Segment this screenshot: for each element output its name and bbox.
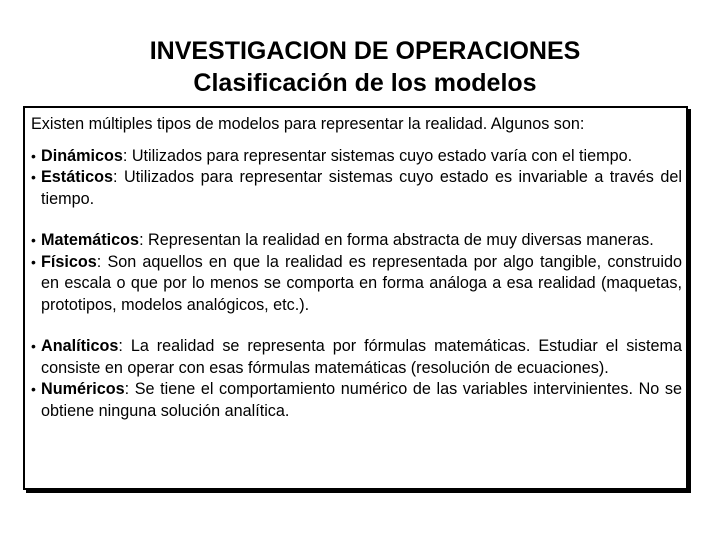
desc-matematicos: : Representan la realidad en forma abstracta de muy diversas maneras. [139,231,654,249]
model-group-math-physical [31,230,682,316]
desc-dinamicos: : Utilizados para representar sistemas cuyo estado varía con el tiempo. [122,146,633,165]
term-analiticos: Analíticos [41,337,119,355]
list-item-estaticos [31,167,682,210]
model-group-analytic-numeric [31,336,682,422]
model-group-dynamic-static [31,146,682,211]
term-dinamicos: Dinámicos [41,146,123,165]
bullet-icon: • [31,169,36,185]
slide-subtitle: Clasificación de los modelos [193,69,537,97]
list-item-fisicos [31,252,682,317]
intro-text: Existen múltiples tipos de modelos para representar la realidad. Algunos son: [31,115,585,133]
content-body [31,114,682,422]
list-item-numericos [31,379,682,422]
term-matematicos: Matemáticos [41,231,140,249]
bullet-icon: • [31,338,36,354]
desc-analiticos: : La realidad se representa por fórmulas matemáticas. Estudiar el sistema consiste en operar con esas fórmulas matemáticas (resolución de ecuaciones). [41,337,682,377]
bullet-icon: • [31,147,36,164]
desc-numericos: : Se tiene el comportamiento numérico de las variables intervinientes. No se obtiene ninguna solución analítica. [41,380,682,420]
term-estaticos: Estáticos [41,168,113,186]
list-item-analiticos [31,336,682,379]
slide-title: INVESTIGACION DE OPERACIONES [149,37,581,65]
term-numericos: Numéricos [41,380,125,398]
desc-fisicos: : Son aquellos en que la realidad es representada por algo tangible, construido en escala o que por lo menos se comporta en forma análoga a esa realidad (maquetas, prototipos, modelos analógicos, etc.). [41,252,682,314]
bullet-icon: • [31,232,36,248]
list-item-matematicos [31,230,682,252]
bullet-icon: • [31,381,36,397]
bullet-icon: • [31,253,36,270]
list-item-dinamicos [31,146,682,168]
desc-estaticos: : Utilizados para representar sistemas cuyo estado es invariable a través del tiempo. [41,168,682,208]
content-box [23,106,688,490]
term-fisicos: Físicos [41,252,97,271]
